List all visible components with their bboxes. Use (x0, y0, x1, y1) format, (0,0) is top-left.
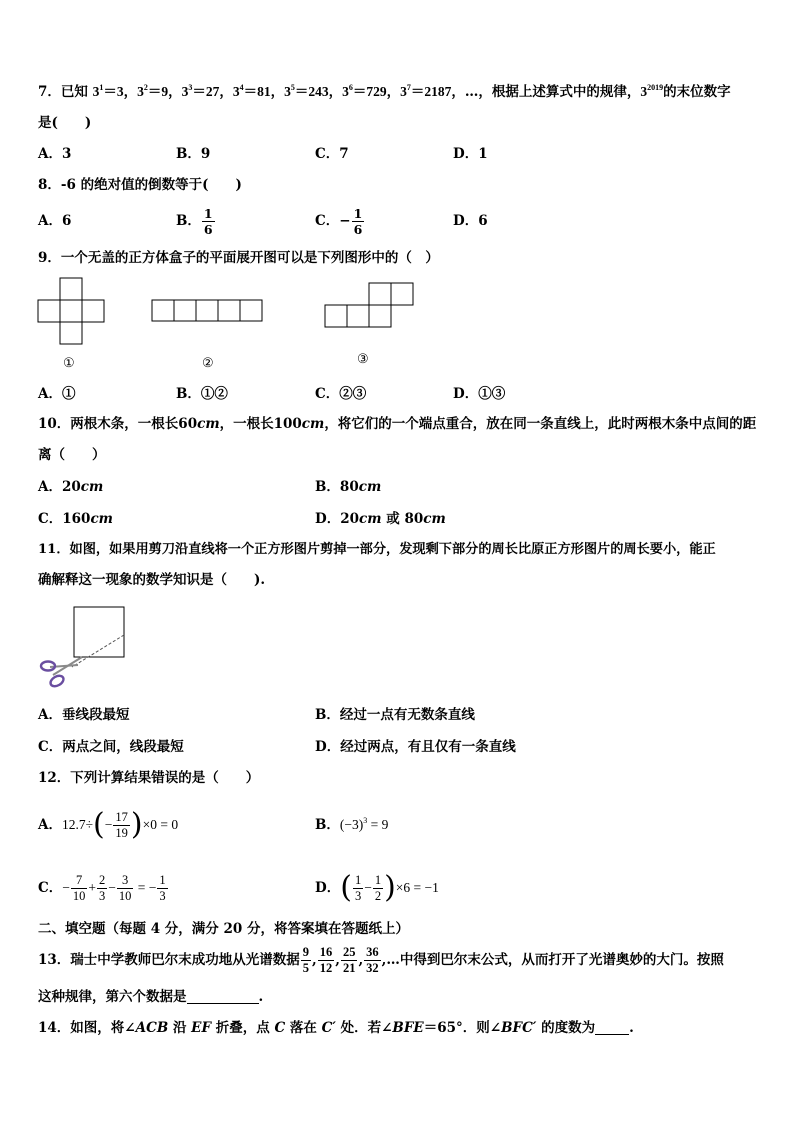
q7-option-d: D．1 (453, 146, 488, 162)
q7-option-a: A．3 (38, 146, 72, 162)
q7-power-5: $3^5=243$， (284, 83, 343, 99)
q7-option-c: C．7 (315, 146, 349, 162)
q7-power-2: $3^2=9$， (137, 83, 182, 99)
q8-option-b: B． $\frac{1}{6}$ (176, 206, 213, 237)
q10-option-a: A．20cm (38, 479, 104, 495)
figure-2-label: ② (202, 356, 214, 371)
q11-line2: 确解释这一现象的数学知识是（ ). (38, 572, 266, 588)
q13-fraction-3: $\frac{25}{21}$ (342, 945, 356, 975)
q8-stem: 8．-6 的绝对值的倒数等于( ) (38, 177, 242, 193)
q7-power-7: $3^7=2187$ (400, 83, 452, 99)
q12-option-b: B．$(-3)^3 = 9$ (315, 816, 389, 833)
q9-option-b: B．①② (176, 386, 228, 402)
q8-c-fraction: $\frac{1}{6}$ (353, 206, 363, 237)
q7-option-b: B．9 (176, 146, 211, 162)
q12-option-d: D．( $\frac{1}{3}$ − $\frac{1}{2}$ )×6 = −1 (315, 870, 439, 905)
q9-stem: 9．一个无盖的正方体盒子的平面展开图可以是下列图形中的（ ） (38, 250, 439, 266)
q12-d-fraction-2: $\frac{1}{2}$ (374, 873, 382, 903)
q12-c-fraction-2: $\frac{2}{3}$ (99, 873, 106, 903)
q10-line1: 10．两根木条，一根长60cm，一根长100cm，将它们的一个端点重合，放在同一条直线上，此时两根木条中点间的距 (38, 416, 757, 432)
q10-option-b: B．80cm (315, 479, 382, 495)
section-2-heading: 二、填空题（每题 4 分，满分 20 分，将答案填在答题纸上） (38, 921, 409, 937)
q12-stem: 12．下列计算结果错误的是（ ） (38, 770, 260, 786)
scissors-square-figure (38, 605, 130, 693)
q8-option-c: C．− $\frac{1}{6}$ (315, 206, 363, 237)
q9-option-a: A．① (38, 386, 76, 402)
net-figure-1 (38, 277, 106, 347)
q8-option-d: D．6 (453, 213, 488, 229)
q13-answer-blank[interactable] (187, 989, 259, 1004)
q12-option-c: C．− $\frac{7}{10}$ + $\frac{2}{3}$ − $\frac{3}{10}$ = − $\frac{1}{3}$ (38, 873, 166, 903)
net-figure-3 (324, 282, 416, 330)
q12-a-fraction: $\frac{17}{19}$ (115, 810, 128, 840)
q11-option-a: A．垂线段最短 (38, 707, 130, 723)
net-figure-2 (151, 299, 263, 323)
q11-line1: 11．如图，如果用剪刀沿直线将一个正方形图片剪掉一部分，发现剩下部分的周长比原正方形图片的周长要小，能正 (38, 542, 716, 557)
q12-c-fraction-3: $\frac{3}{10}$ (118, 873, 132, 903)
q10-option-d: D．20cm 或 80cm (315, 511, 446, 527)
q9-option-d: D．①③ (453, 386, 506, 402)
q7-power-4: $3^4=81$， (232, 83, 285, 99)
q8-b-fraction: $\frac{1}{6}$ (203, 206, 213, 237)
q8-option-a: A．6 (38, 213, 72, 229)
q7-target-power: $3^{2019}$ (640, 83, 664, 99)
q12-d-fraction-1: $\frac{1}{3}$ (354, 873, 362, 903)
q11-option-d: D．经过两点，有且仅有一条直线 (315, 739, 516, 755)
q13-fraction-1: $\frac{9}{5}$ (302, 945, 310, 975)
q13-fraction-4: $\frac{36}{32}$ (366, 945, 379, 975)
cut-line (72, 635, 124, 667)
q10-line2: 离（ ） (38, 447, 106, 463)
q14-answer-blank[interactable] (595, 1020, 629, 1035)
q11-option-b: B．经过一点有无数条直线 (315, 707, 475, 723)
q12-c-fraction-1: $\frac{7}{10}$ (72, 873, 86, 903)
q7-power-1: $3^1=3$， (92, 83, 138, 99)
q7-line2: 是( ) (38, 115, 92, 131)
q13-fraction-2: $\frac{16}{12}$ (319, 945, 333, 975)
square-picture (74, 607, 124, 657)
q11-option-c: C．两点之间，线段最短 (38, 739, 184, 755)
q7-power-3: $3^3=27$， (181, 83, 233, 99)
q12-option-a: A．12.7÷(− $\frac{17}{19}$ )×0 = 0 (38, 807, 179, 842)
q13-line2: 这种规律，第六个数据是 . (38, 989, 264, 1005)
q7-line1: 7．已知 $3^1=3$，$3^2=9$，$3^3=27$，$3^4=81$，$3^5=243$，$3^6=729$，$3^7=2187$，…，根据上述算式中的规律，$3^{2019}$的末位数字 (38, 83, 731, 100)
figure-1-label: ① (63, 356, 75, 371)
figure-3-label: ③ (357, 352, 369, 367)
q7-power-6: $3^6=729$， (342, 83, 401, 99)
q13-line1: 13．瑞士中学教师巴尔末成功地从光谱数据 $\frac{9}{5}$ , $\frac{16}{12}$ , $\frac{25}{21}$ , $\frac{36}{32}$ ,…中得到巴尔末公式，从而打开了光谱奥妙的大门。按照 (38, 945, 724, 975)
scissors-icon (41, 657, 82, 688)
q10-option-c: C．160cm (38, 511, 113, 527)
q9-option-c: C．②③ (315, 386, 367, 402)
q12-c-fraction-4: $\frac{1}{3}$ (159, 873, 166, 903)
q14-line: 14．如图，将∠ACB 沿 EF 折叠，点 C 落在 C′ 处．若∠BFE＝65°．则∠BFC′ 的度数为 . (38, 1020, 634, 1036)
